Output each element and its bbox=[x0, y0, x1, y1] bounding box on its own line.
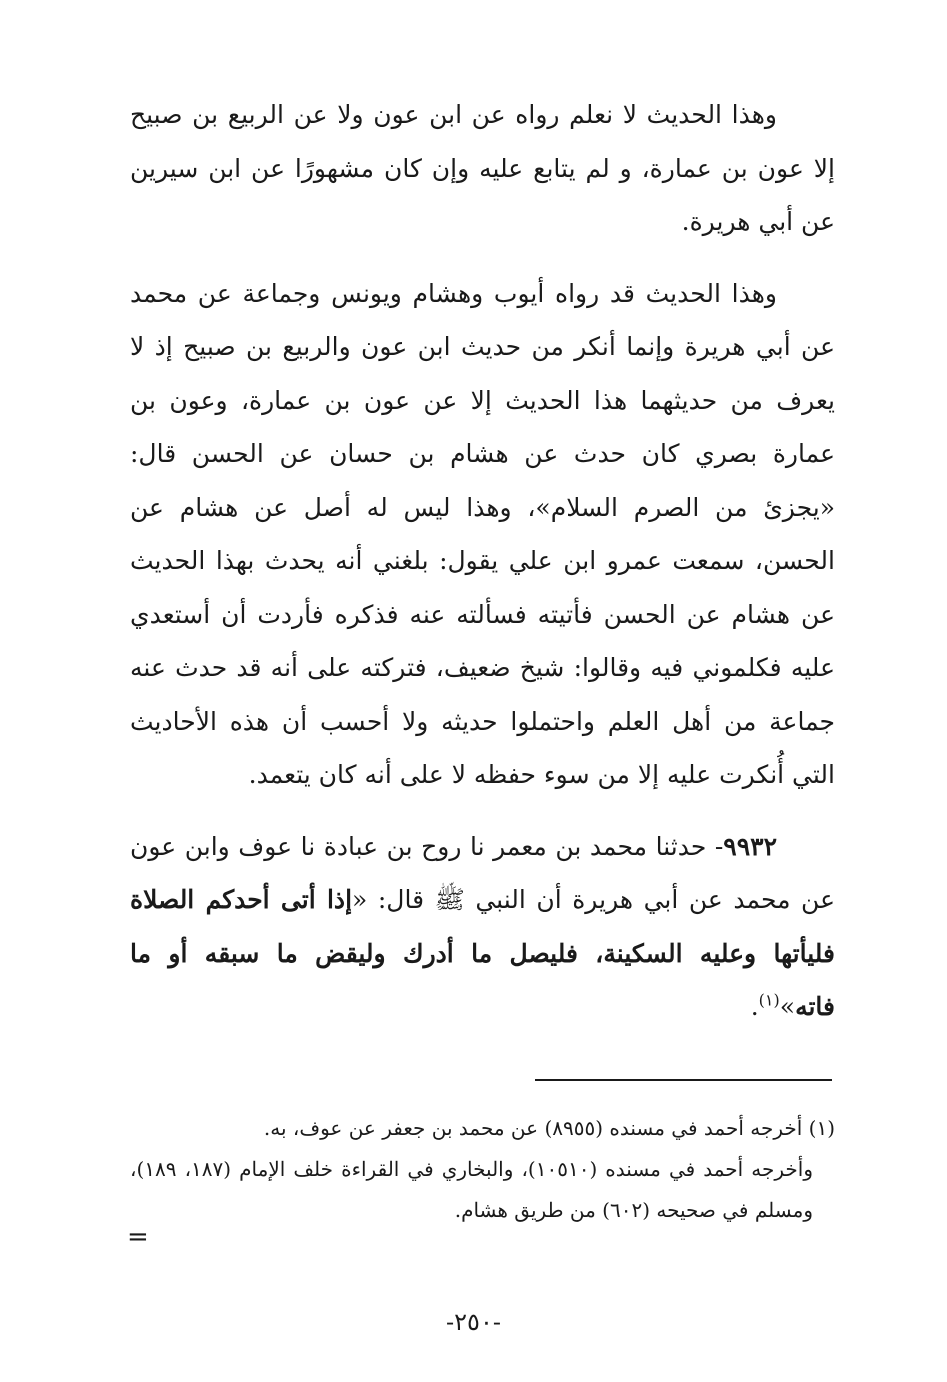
footnotes bbox=[130, 1108, 835, 1231]
main-text bbox=[130, 88, 835, 1034]
continuation-mark: = bbox=[127, 1222, 149, 1252]
hadith-matn: إذا أتى أحدكم الصلاة فليأتها وعليه السكينة، فليصل ما أدرك وليقض ما سبقه أو ما فاته bbox=[130, 885, 835, 1021]
paragraph-1: وهذا الحديث لا نعلم رواه عن ابن عون ولا عن الربيع بن صبيح إلا عون بن عمارة، و لم يتابع عليه وإن كان مشهورًا عن ابن سيرين عن أبي هريرة. bbox=[130, 100, 835, 236]
paragraph-2: وهذا الحديث قد رواه أيوب وهشام ويونس وجماعة عن محمد عن أبي هريرة وإنما أنكر من حديث ابن عون والربيع بن صبيح إذ لا يعرف من حديثهما هذا الحديث إلا عن عون بن عمارة، وعون بن عمارة بصري كان حدث عن هشام بن حسان عن الحسن قال: «يجزئ من الصرم السلام»، وهذا ليس له أصل عن هشام عن الحسن، سمعت عمرو ابن علي يقول: بلغني أنه يحدث بهذا الحديث عن هشام عن الحسن فأتيته فسألته عنه فذكره فأردت أن أستعدي عليه فكلموني فيه وقالوا: شيخ ضعيف، فتركته على أنه قد حدث عنه جماعة من أهل العلم واحتملوا حديثه ولا أحسب أن هذه الأحاديث التي أُنكرت عليه إلا من سوء حفظه لا على أنه كان يتعمد. bbox=[130, 278, 835, 789]
hadith-entry bbox=[130, 820, 835, 1034]
hadith-number: ٩٩٣٢ bbox=[723, 831, 777, 861]
hadith-isnad: - حدثنا محمد بن معمر نا روح بن عبادة نا عوف وابن عون عن محمد عن أبي هريرة أن النبي ﷺ قال: « bbox=[130, 831, 835, 914]
footnote-1-continuation: وأخرجه أحمد في مسنده (١٠٥١٠)، والبخاري في القراءة خلف الإمام (١٨٧، ١٨٩)، ومسلم في صحيحه (٦٠٢) من طريق هشام. bbox=[130, 1157, 813, 1222]
hadith-closing-quote: » bbox=[779, 992, 796, 1021]
page-number: -٢٥٠- bbox=[446, 1308, 501, 1336]
footnote-reference: (١) bbox=[758, 990, 780, 1010]
footnote-1: (١) أخرجه أحمد في مسنده (٨٩٥٥) عن محمد بن جعفر عن عوف، به. bbox=[263, 1116, 835, 1140]
footnote-separator bbox=[535, 1079, 832, 1081]
hadith-end: . bbox=[750, 992, 759, 1021]
